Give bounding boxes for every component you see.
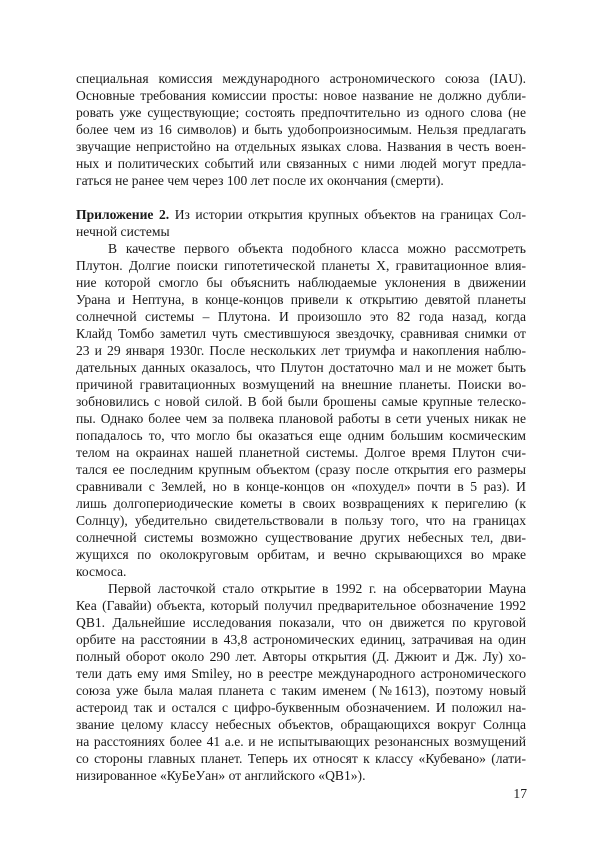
text-line: тался ее последним крупным объектом (сразу после открытия его размеры	[76, 462, 526, 477]
text-line: дательных данных оказалось, что Плутон достаточно мал и не может быть	[76, 360, 526, 375]
appendix-title-continuation: нечной системы	[76, 224, 170, 239]
appendix-label: Приложение 2.	[76, 207, 170, 222]
text-line: низированное «КуБеУан» от английского «QB1»).	[76, 768, 366, 783]
text-line: телом на окраинах нашей планетной системы. Долгое время Плутон счи-	[76, 445, 526, 460]
text-line: ровать уже существующие; состоять предпочтительно из одного слова (не	[76, 105, 526, 120]
text-line: более чем из 16 символов) и быть удобопроизносимым. Нельзя предлагать	[76, 122, 526, 137]
text-line: союза уже была малая планета с таким именем (№1613), поэтому новый	[76, 683, 526, 698]
text-line: Основные требования комиссии просты: новое название не должно дубли-	[76, 88, 526, 103]
text-line: Клайд Томбо заметил чуть сместившуюся звездочку, сравнивая снимки от	[76, 326, 526, 341]
text-line: со стороны главных планет. Теперь их относят к классу «Кубевано» (лати-	[76, 751, 526, 766]
text-line: ных и политических событий или связанных с ними людей могут предла-	[76, 156, 526, 171]
text-line: солнечной системы – Плутона. И произошло это 82 года назад, когда	[76, 309, 526, 324]
text-line: тели дать ему имя Smiley, но в реестре международного астрономического	[76, 666, 526, 681]
text-line: астероид так и остался с цифро-буквенным обозначением. И положил на-	[76, 700, 526, 715]
text-line: сравнивали с Землей, но в конце-концов он «похудел» почти в 5 раз). И	[76, 479, 526, 494]
text-line: В качестве первого объекта подобного класса можно рассмотреть	[108, 241, 526, 256]
text-line: жущихся по околокруговым орбитам, и вечно скрывающихся во мраке	[76, 547, 526, 562]
text-line: лишь долгопериодические кометы в своих возвращениях к перигелию (к	[76, 496, 526, 511]
text-line: попадалось то, что могло бы оказаться еще одним большим космическим	[76, 428, 526, 443]
text-line: космоса.	[76, 564, 127, 579]
text-line: солнечной системы возможно существование других небесных тел, дви-	[76, 530, 526, 545]
text-line: специальная комиссия международного астрономического союза (IAU).	[76, 71, 526, 86]
appendix-heading	[76, 206, 526, 223]
text-line: гаться не ранее чем через 100 лет после их окончания (смерти).	[76, 173, 444, 188]
text-line: Солнцу), убедительно свидетельствовали в пользу того, что на границах	[76, 513, 526, 528]
text-line: звучащие непристойно на отдельных языках слова. Названия в честь воен-	[76, 139, 526, 154]
text-line: Плутон. Долгие поиски гипотетической планеты X, гравитационное влия-	[76, 258, 526, 273]
text-line: ние которой смогло бы объяснить наблюдаемые уклонения в движении	[76, 275, 526, 290]
page-number: 17	[513, 786, 527, 801]
text-line: Кеа (Гавайи) объекта, который получил предварительное обозначение 1992	[76, 598, 526, 613]
text-line: Урана и Нептуна, в конце-концов привели к открытию девятой планеты	[76, 292, 526, 307]
text-line: звание целому классу небесных объектов, обращающихся вокруг Солнца	[76, 717, 526, 732]
text-line: пы. Однако более чем за полвека плановой работы в сети ученых никак не	[76, 411, 526, 426]
text-line: орбите на расстоянии в 43,8 астрономических единиц, затрачивая на один	[76, 632, 526, 647]
text-line: зобновились с новой силой. В бой были брошены самые крупные телеско-	[76, 394, 526, 409]
text-line: Первой ласточкой стало открытие в 1992 г. на обсерватории Мауна	[108, 581, 526, 596]
text-line: причиной гравитационных возмущений на внешние планеты. Поиски во-	[76, 377, 526, 392]
text-line: полный оборот около 290 лет. Авторы открытия (Д. Джюит и Дж. Лу) хо-	[76, 649, 526, 664]
text-line: на расстояниях более 41 а.е. и не испытывающих резонансных возмущений	[76, 734, 526, 749]
text-line: QB1. Дальнейшие исследования показали, что он движется по круговой	[76, 615, 526, 630]
appendix-title-part: Из истории открытия крупных объектов на границах Сол-	[169, 207, 526, 222]
text-line: 23 и 29 января 1930г. После нескольких лет триумфа и накопления наблю-	[76, 343, 526, 358]
